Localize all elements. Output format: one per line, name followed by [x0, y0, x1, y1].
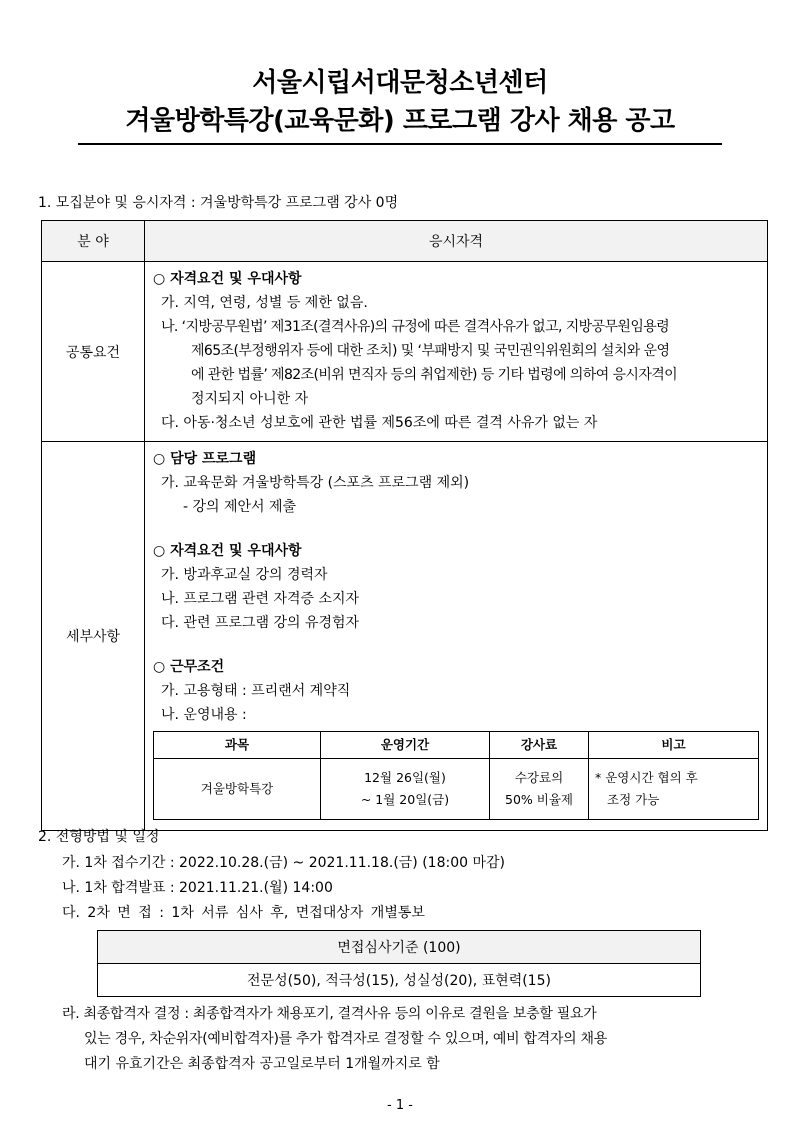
program-heading: ○ 담당 프로그램: [153, 451, 257, 467]
schedule-item: 다. 2차 면 접 : 1차 서류 심사 후, 면접대상자 개별통보: [62, 905, 425, 921]
schedule-item: 나. 1차 합격발표 : 2021.11.21.(월) 14:00: [62, 880, 333, 896]
common-label: 공통요건: [42, 262, 145, 442]
criteria-value: 전문성(50), 적극성(15), 성실성(20), 표현력(15): [98, 964, 701, 997]
cell-period: [321, 759, 490, 820]
sub-header-fee: 강사료: [490, 732, 589, 759]
table-row: [154, 759, 759, 820]
list-item: 나. 프로그램 관련 자격증 소지자: [161, 591, 360, 607]
list-item: 다. 관련 프로그램 강의 유경험자: [161, 615, 360, 631]
final-line1: 라. 최종합격자 결정 : 최종합격자가 채용포기, 결격사유 등의 이유로 결원을 보충할 필요가: [62, 1006, 597, 1022]
fee-line1: 수강료의: [514, 770, 564, 785]
list-item: 다. 아동·청소년 성보호에 관한 법률 제56조에 따른 결격 사유가 없는 자: [161, 415, 598, 431]
criteria-table: [97, 930, 701, 997]
schedule-item: 가. 1차 접수기간 : 2022.10.28.(금) ~ 2021.11.18.(금) (18:00 마감): [62, 855, 505, 871]
col-qual-header: 응시자격: [145, 221, 768, 262]
col-field-header: 분 야: [42, 221, 145, 262]
list-item: 에 관한 법률’ 제82조(비위 면직자 등의 취업제한) 등 기타 법령에 의하여 응시자격이: [191, 367, 678, 383]
title-line2: 겨울방학특강(교육문화) 프로그램 강사 채용 공고: [78, 100, 722, 145]
sub-header-period: 운영기간: [321, 732, 490, 759]
list-item: 가. 교육문화 겨울방학특강 (스포츠 프로그램 제외): [161, 475, 470, 491]
cell-subject: 겨울방학특강: [154, 759, 321, 820]
criteria-title: 면접심사기준 (100): [98, 931, 701, 964]
period-end: ~ 1월 20일(금): [360, 792, 450, 807]
fee-line2: 50% 비율제: [505, 792, 573, 807]
section2-heading: 2. 전형방법 및 일정: [38, 829, 160, 845]
final-line2: 있는 경우, 차순위자(예비합격자)를 추가 합격자로 결정할 수 있으며, 예비 합격자의 채용: [84, 1031, 607, 1047]
list-item: 나. ‘지방공무원법’ 제31조(결격사유)의 규정에 따른 결격사유가 없고, 지방공무원임용령: [161, 319, 670, 335]
list-item: 가. 지역, 연령, 성별 등 제한 없음.: [161, 295, 368, 311]
period-start: 12월 26일(월): [364, 770, 446, 785]
cell-fee: [490, 759, 589, 820]
detail-label: 세부사항: [42, 442, 145, 831]
qualification-table: [41, 220, 768, 831]
common-heading: ○ 자격요건 및 우대사항: [153, 271, 302, 287]
final-line3: 대기 유효기간은 최종합격자 공고일로부터 1개월까지로 함: [84, 1056, 440, 1072]
title-line1: 서울시립서대문청소년센터: [252, 68, 548, 98]
cell-note: [589, 759, 759, 820]
list-item: 제65조(부정행위자 등에 대한 조치) 및 ‘부패방지 및 국민권익위원회의 설치와 운영: [191, 343, 670, 359]
note-line1: * 운영시간 협의 후: [595, 770, 698, 785]
sub-header-note: 비고: [589, 732, 759, 759]
qual-heading: ○ 자격요건 및 우대사항: [153, 543, 302, 559]
work-heading: ○ 근무조건: [153, 659, 225, 675]
detail-row: [42, 442, 768, 831]
sub-header-subject: 과목: [154, 732, 321, 759]
list-item: 가. 고용형태 : 프리랜서 계약직: [161, 683, 351, 699]
list-item: - 강의 제안서 제출: [183, 499, 297, 515]
note-line2: 조정 가능: [607, 792, 660, 807]
list-item: 나. 운영내용 :: [161, 707, 247, 723]
section1-heading: 1. 모집분야 및 응시자격 : 겨울방학특강 프로그램 강사 0명: [38, 195, 399, 211]
operation-table: [153, 731, 759, 820]
list-item: 정지되지 아니한 자: [191, 391, 309, 407]
detail-content: [145, 442, 768, 831]
common-row: [42, 262, 768, 442]
final-decision-paragraph: [62, 1002, 766, 1077]
common-content: [145, 262, 768, 442]
page-number: - 1 -: [387, 1098, 413, 1113]
list-item: 가. 방과후교실 강의 경력자: [161, 567, 328, 583]
